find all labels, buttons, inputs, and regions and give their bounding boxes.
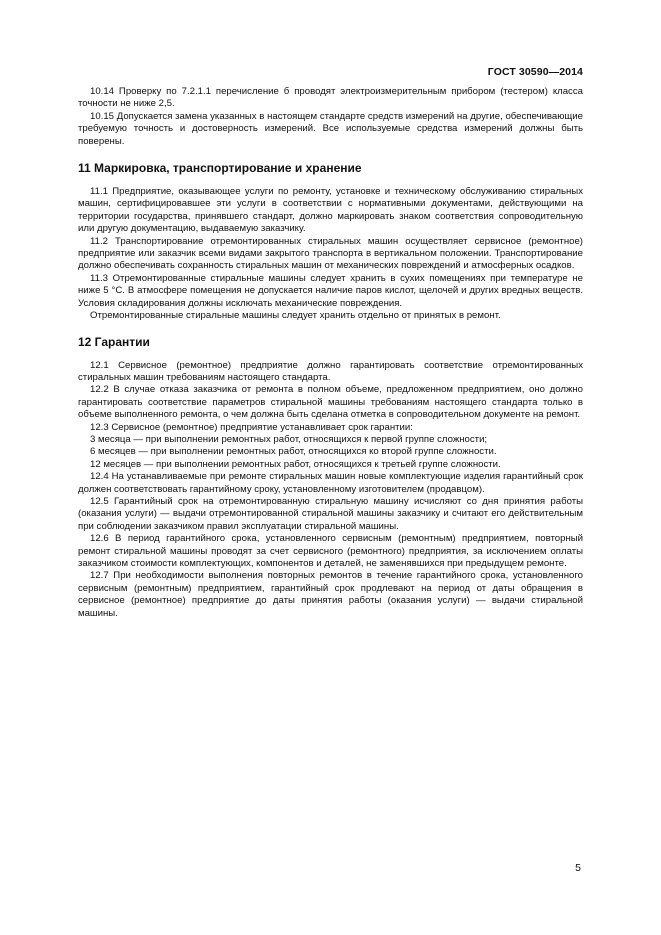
paragraph-10-15: 10.15 Допускается замена указанных в настоящем стандарте средств измерений на другие, обеспечивающие требуемую точность и достоверность измерений. Все используемые средства измерений должны быть поверены. [78,110,583,147]
paragraph-12-5: 12.5 Гарантийный срок на отремонтированную стиральную машину исчисляют со дня принятия работы (оказания услуги) — выдачи отремонтированной стиральной машины заказчику и считают его действительным при соблюдении заказчиком правил эксплуатации стиральной машины. [78,495,583,532]
page-number: 5 [575,862,581,874]
paragraph-12-3: 12.3 Сервисное (ремонтное) предприятие устанавливает срок гарантии: [90,421,413,433]
paragraph-12-7: 12.7 При необходимости выполнения повторных ремонтов в течение гарантийного срока, установленного сервисным (ремонтным) предприятием, гарантийный срок продлевают на период от даты обращения в сервисное (ремонтное) предприятие до даты принятия работы (оказания услуги) — выдачи стиральной машины. [78,570,583,619]
list-item-12-months: 12 месяцев — при выполнении ремонтных работ, относящихся к третьей группе сложности. [90,458,501,470]
section-12-heading: 12 Гарантии [78,334,150,349]
paragraph-11-1: 11.1 Предприятие, оказывающее услуги по ремонту, установке и техническому обслуживанию стиральных машин, сертифицировавшее эти услуги в соответствии с нормативными документами, действующими на территории государства, принявшего стандарт, должно маркировать знаком соответствия сопроводительную или другую документацию, выдаваемую заказчику. [78,186,583,235]
paragraph-12-6: 12.6 В период гарантийного срока, установленного сервисным (ремонтным) предприятием, повторный ремонт стиральной машины проводят за счет сервисного (ремонтного) предприятия, за исключением оплаты заказчиком стоимости комплектующих, компонентов и деталей, не заменявшихся при предыдущем ремонте. [78,533,583,569]
list-item-6-months: 6 месяцев — при выполнении ремонтных работ, относящихся ко второй группе сложности. [90,446,497,458]
paragraph-12-2: 12.2 В случае отказа заказчика от ремонта в полном объеме, предложенном предприятием, оно должно гарантировать соответствие параметров стиральной машины требованиям настоящего стандарта только в объеме выполненного ремонта, о чем должна быть сделана отметка в сопроводительном документе на ремонт. [78,384,583,421]
list-item-3-months: 3 месяца — при выполнении ремонтных работ, относящихся к первой группе сложности; [90,433,488,445]
paragraph-12-1: 12.1 Сервисное (ремонтное) предприятие должно гарантировать соответствие отремонтированных стиральных машин требованиям настоящего стандарта. [78,359,583,383]
document-body [78,86,583,620]
paragraph-11-3-note: Отремонтированные стиральные машины следует хранить отдельно от принятых в ремонт. [90,310,501,322]
paragraph-10-14: 10.14 Проверку по 7.2.1.1 перечисление б проводят электроизмерительным прибором (тестером) класса точности не ниже 2,5. [78,86,583,110]
section-11-heading: 11 Маркировка, транспортирование и хранение [78,161,362,176]
paragraph-11-3: 11.3 Отремонтированные стиральные машины следует хранить в сухих помещениях при температуре не ниже 5 °С. В атмосфере помещения не допускается наличие паров кислот, щелочей и других вредных веществ. Условия складирования должны исключать механические повреждения. [78,272,583,309]
document-header-standard: ГОСТ 30590—2014 [487,66,583,78]
paragraph-12-4: 12.4 На устанавливаемые при ремонте стиральных машин новые комплектующие изделия гарантийный срок должен соответствовать гарантийному сроку, установленному изготовителем (продавцом). [78,471,583,495]
paragraph-11-2: 11.2 Транспортирование отремонтированных стиральных машин осуществляет сервисное (ремонтное) предприятие или заказчик всеми видами закрытого транспорта в вертикальном положении. Транспортирование должно обеспечивать сохранность стиральных машин от механических повреждений и атмосферных осадков. [78,235,583,272]
